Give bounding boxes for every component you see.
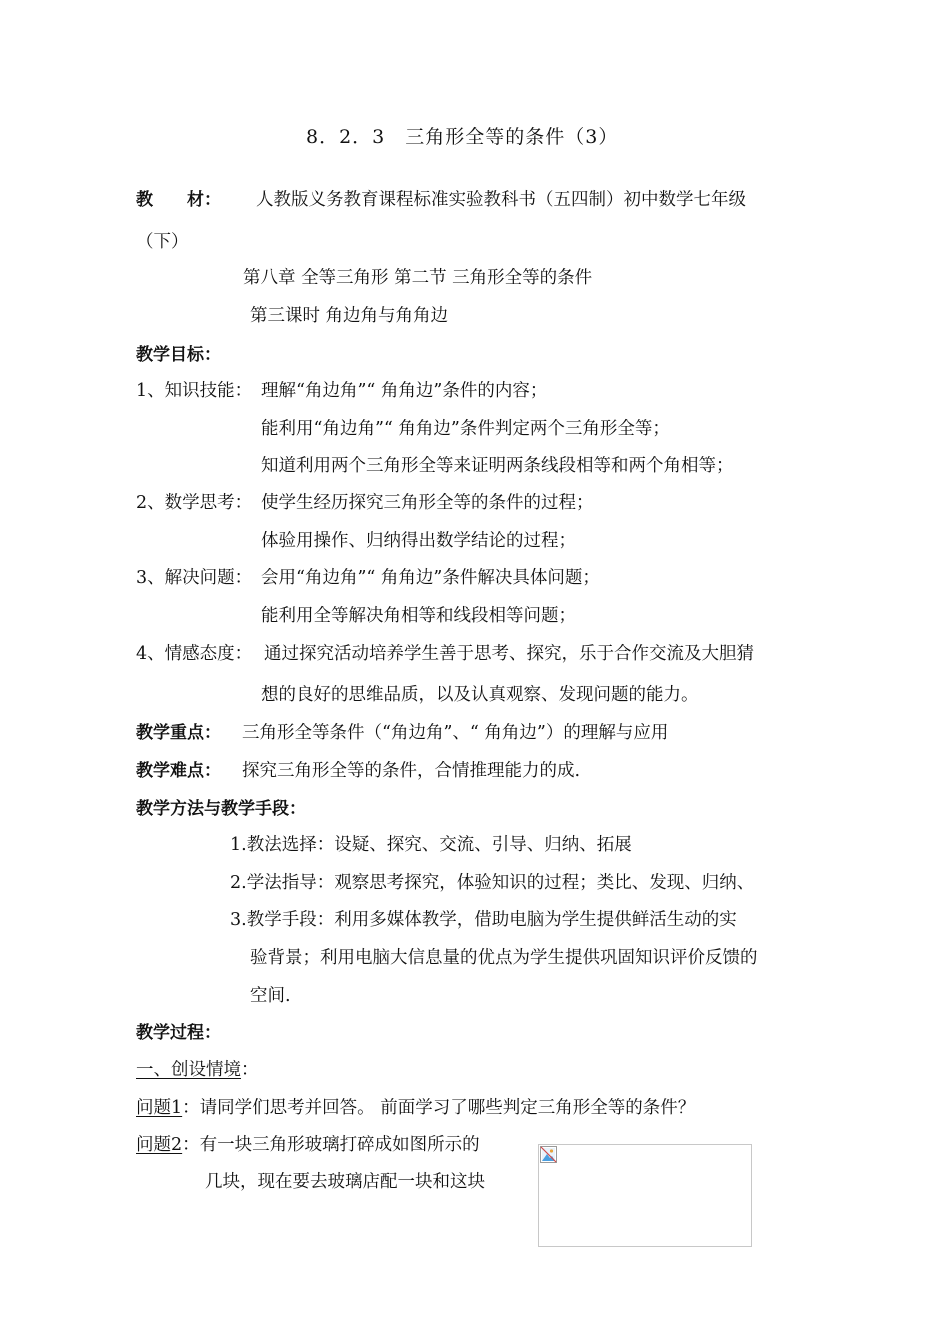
section-1-title: 一、创设情境 (136, 1060, 241, 1080)
question-1-text: ：请同学们思考并回答。 前面学习了哪些判定三角形全等的条件？ (182, 1098, 696, 1118)
method-item-2: 2.学法指导：观察思考探究，体验知识的过程；类比、发现、归纳、 (230, 873, 755, 893)
thinking-label: 2、数学思考： (136, 493, 253, 513)
key-point-text: 三角形全等条件（“角边角”、“ 角角边”）的理解与应用 (242, 723, 669, 743)
material-label: 教 材： (136, 190, 221, 210)
thinking-line-1: 使学生经历探究三角形全等的条件的过程； (261, 493, 594, 513)
broken-glass-figure (538, 1144, 752, 1247)
knowledge-line-2: 能利用“角边角”“ 角角边”条件判定两个三角形全等； (261, 419, 670, 439)
material-text: 人教版义务教育课程标准实验教科书（五四制）初中数学七年级 (256, 190, 746, 210)
broken-image-icon (540, 1146, 557, 1163)
knowledge-label: 1、知识技能： (136, 381, 253, 401)
problem-label: 3、解决问题： (136, 568, 253, 588)
question-2 (136, 1132, 480, 1158)
difficulty-label: 教学难点： (136, 761, 221, 781)
method-item-3: 3.教学手段：利用多媒体教学，借助电脑为学生提供鲜活生动的实 (230, 910, 737, 930)
section-1-colon: ： (241, 1060, 259, 1080)
attitude-line-1: 通过探究活动培养学生善于思考、探究，乐于合作交流及大胆猜 (264, 644, 754, 664)
attitude-label: 4、情感态度： (136, 644, 253, 664)
knowledge-line-3: 知道利用两个三角形全等来证明两条线段相等和两个角相等； (261, 456, 734, 476)
problem-line-1: 会用“角边角”“ 角角边”条件解决具体问题； (261, 568, 600, 588)
lesson-text: 第三课时 角边角与角角边 (250, 306, 449, 326)
page-title: 8．2．3 三角形全等的条件（3） (306, 126, 619, 148)
objectives-heading: 教学目标： (136, 345, 221, 365)
key-point-label: 教学重点： (136, 723, 221, 743)
method-item-3-continued-2: 空间. (250, 986, 291, 1006)
process-heading: 教学过程： (136, 1023, 221, 1043)
difficulty-text: 探究三角形全等的条件，合情推理能力的成. (242, 761, 581, 781)
question-1 (136, 1095, 695, 1121)
method-item-3-continued-1: 验背景；利用电脑大信息量的优点为学生提供巩固知识评价反馈的 (250, 948, 758, 968)
thinking-line-2: 体验用操作、归纳得出数学结论的过程； (261, 531, 576, 551)
knowledge-line-1: 理解“角边角”“ 角角边”条件的内容； (261, 381, 548, 401)
methods-heading: 教学方法与教学手段： (136, 799, 306, 819)
attitude-line-2: 想的良好的思维品质，以及认真观察、发现问题的能力。 (261, 685, 699, 705)
question-2-text: ：有一块三角形玻璃打碎成如图所示的 (182, 1135, 480, 1155)
method-item-1: 1.教法选择：设疑、探究、交流、引导、归纳、拓展 (230, 835, 632, 855)
chapter-text: 第八章 全等三角形 第二节 三角形全等的条件 (243, 268, 593, 288)
problem-line-2: 能利用全等解决角相等和线段相等问题； (261, 606, 576, 626)
material-text-continued: （下） (136, 232, 189, 252)
section-1-heading (136, 1057, 259, 1083)
question-2-label: 问题2 (136, 1135, 183, 1155)
question-1-label: 问题1 (136, 1098, 183, 1118)
question-2-continued: 几块，现在要去玻璃店配一块和这块 (205, 1172, 485, 1192)
